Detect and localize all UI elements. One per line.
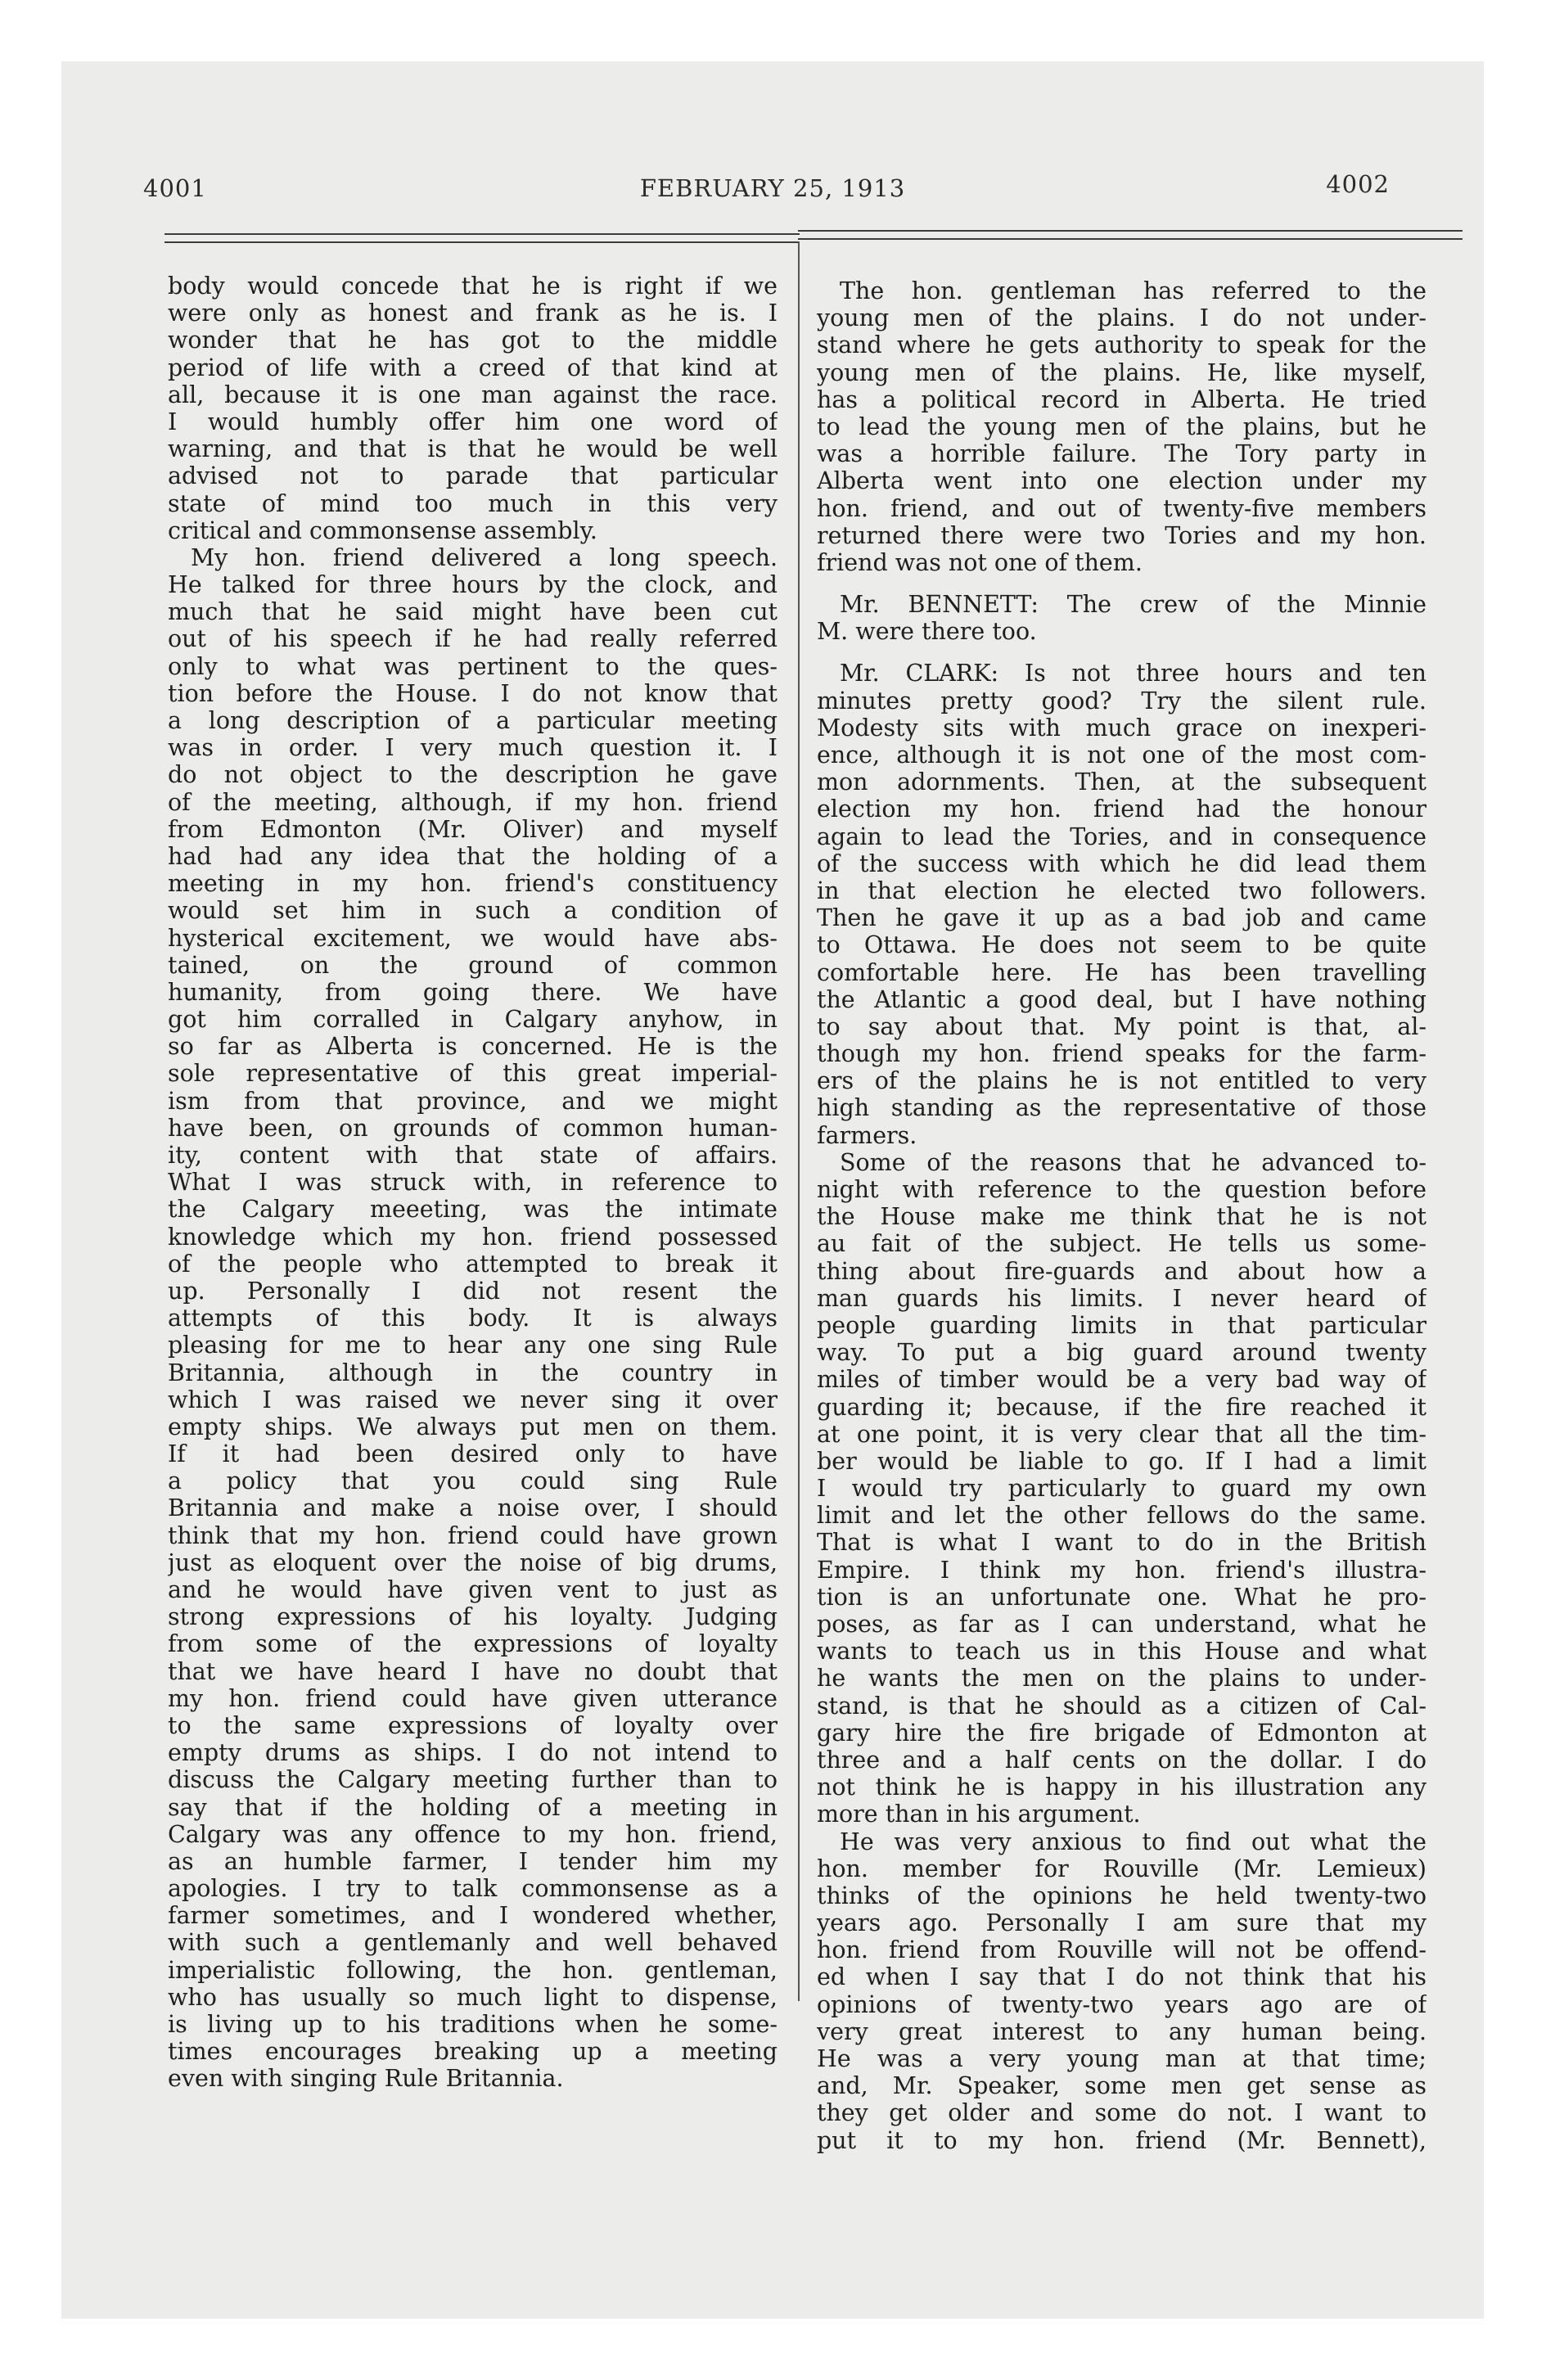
text-line: have been, on grounds of common human- xyxy=(168,1114,778,1142)
text-line: meeting in my hon. friend's constituency xyxy=(168,870,778,898)
text-line: though my hon. friend speaks for the farm- xyxy=(817,1040,1427,1068)
text-line: way. To put a big guard around twenty xyxy=(817,1339,1427,1367)
text-line: is living up to his traditions when he some- xyxy=(168,2011,778,2038)
text-line: thinks of the opinions he held twenty-two xyxy=(817,1882,1427,1909)
text-line: just as eloquent over the noise of big drums, xyxy=(168,1548,778,1576)
text-line: knowledge which my hon. friend possessed xyxy=(168,1223,778,1251)
text-line: high standing as the representative of those xyxy=(817,1094,1427,1122)
text-line: up. Personally I did not resent the xyxy=(168,1277,778,1305)
text-line: do not object to the description he gave xyxy=(168,761,778,789)
text-line: Mr. CLARK: Is not three hours and ten xyxy=(840,660,1427,687)
text-line: election my hon. friend had the honour xyxy=(817,796,1427,823)
text-line: If it had been desired only to have xyxy=(168,1440,778,1468)
paragraph-gap xyxy=(817,645,1427,660)
text-line: from Edmonton (Mr. Oliver) and myself xyxy=(168,815,778,843)
text-line: state of mind too much in this very xyxy=(168,489,778,517)
text-line: friend was not one of them. xyxy=(817,548,1143,576)
text-line: put it to my hon. friend (Mr. Bennett), xyxy=(817,2126,1427,2154)
text-line: He was very anxious to find out what the xyxy=(840,1828,1427,1855)
text-line: M. were there too. xyxy=(817,618,1037,646)
text-line: ed when I say that I do not think that his xyxy=(817,1963,1427,1991)
text-line: they get older and some do not. I want to xyxy=(817,2099,1427,2127)
text-line: with such a gentlemanly and well behaved xyxy=(168,1929,778,1957)
text-line: au fait of the subject. He tells us some- xyxy=(817,1230,1427,1258)
header-rule-top-left xyxy=(165,233,800,235)
text-line: hon. friend, and out of twenty-five members xyxy=(817,494,1427,522)
text-line: Britannia and make a noise over, I should xyxy=(168,1494,778,1522)
text-line: ence, although it is not one of the most com- xyxy=(817,741,1427,769)
text-line: comfortable here. He has been travelling xyxy=(817,958,1427,986)
text-line: which I was raised we never sing it over xyxy=(168,1386,778,1413)
text-line: Britannia, although in the country in xyxy=(168,1359,778,1386)
text-line: man guards his limits. I never heard of xyxy=(817,1284,1427,1312)
text-line: in that election he elected two followers. xyxy=(817,877,1427,904)
text-line: stand, is that he should as a citizen of Cal- xyxy=(817,1692,1427,1720)
text-line: ity, content with that state of affairs. xyxy=(168,1142,778,1169)
text-line: limit and let the other fellows do the same. xyxy=(817,1502,1427,1530)
text-line: tained, on the ground of common xyxy=(168,951,778,979)
text-line: times encourages breaking up a meeting xyxy=(168,2038,778,2066)
text-line: to Ottawa. He does not seem to be quite xyxy=(817,931,1427,959)
text-line: tion is an unfortunate one. What he pro- xyxy=(817,1583,1427,1611)
text-line: empty ships. We always put men on them. xyxy=(168,1413,778,1440)
text-line: Empire. I think my hon. friend's illustra- xyxy=(817,1556,1427,1584)
text-line: thing about fire-guards and about how a xyxy=(817,1257,1427,1285)
text-line: and, Mr. Speaker, some men get sense as xyxy=(817,2072,1427,2100)
text-line: young men of the plains. He, like myself, xyxy=(817,358,1427,386)
text-line: were only as honest and frank as he is. I xyxy=(168,300,778,327)
text-line: again to lead the Tories, and in consequence xyxy=(817,823,1427,850)
text-line: my hon. friend could have given utterance xyxy=(168,1684,778,1712)
text-line: ber would be liable to go. If I had a limit xyxy=(817,1447,1427,1475)
text-line: He talked for three hours by the clock, and xyxy=(168,571,778,599)
text-line: three and a half cents on the dollar. I do xyxy=(817,1746,1427,1774)
text-line: The hon. gentleman has referred to the xyxy=(840,277,1427,304)
page-date: FEBRUARY 25, 1913 xyxy=(639,174,906,202)
text-line: gary hire the fire brigade of Edmonton at xyxy=(817,1719,1427,1747)
text-line: the Calgary meeeting, was the intimate xyxy=(168,1196,778,1224)
text-line: humanity, from going there. We have xyxy=(168,978,778,1006)
text-line: much that he said might have been cut xyxy=(168,598,778,626)
header-rule-bottom-left xyxy=(165,241,800,243)
text-line: warning, and that is that he would be well xyxy=(168,435,778,463)
text-line: strong expressions of his loyalty. Judging xyxy=(168,1603,778,1631)
text-line: think that my hon. friend could have grown xyxy=(168,1521,778,1549)
text-line: was in order. I very much question it. I xyxy=(168,734,778,762)
text-line: ers of the plains he is not entitled to very xyxy=(817,1067,1427,1095)
text-line: farmer sometimes, and I wondered whether, xyxy=(168,1902,778,1930)
text-line: young men of the plains. I do not under- xyxy=(817,304,1427,332)
text-line: more than in his argument. xyxy=(817,1801,1141,1828)
text-line: the Atlantic a good deal, but I have nothing xyxy=(817,985,1427,1013)
text-line: of the success with which he did lead them xyxy=(817,850,1427,877)
text-line: as an humble farmer, I tender him my xyxy=(168,1847,778,1875)
text-line: to the same expressions of loyalty over xyxy=(168,1711,778,1739)
text-line: poses, as far as I can understand, what he xyxy=(817,1611,1427,1638)
right-column xyxy=(817,277,1427,2154)
page-number-left: 4001 xyxy=(143,174,207,202)
text-line: discuss the Calgary meeting further than to xyxy=(168,1766,778,1794)
text-line: to lead the young men of the plains, but he xyxy=(817,412,1427,440)
text-line: night with reference to the question before xyxy=(817,1176,1427,1203)
text-line: only to what was pertinent to the ques- xyxy=(168,652,778,680)
text-line: Modesty sits with much grace on inexperi- xyxy=(817,714,1427,741)
text-line: pleasing for me to hear any one sing Rule xyxy=(168,1332,778,1359)
text-line: of the people who attempted to break it xyxy=(168,1250,778,1278)
text-line: critical and commonsense assembly. xyxy=(168,516,597,544)
text-line: has a political record in Alberta. He tried xyxy=(817,385,1427,413)
page-number-right: 4002 xyxy=(1326,170,1390,198)
header-rule-top-right xyxy=(798,230,1463,232)
left-column xyxy=(168,273,778,2093)
text-line: Then he gave it up as a bad job and came xyxy=(817,904,1427,932)
text-line: Calgary was any offence to my hon. friend, xyxy=(168,1820,778,1848)
text-line: Mr. BENNETT: The crew of the Minnie xyxy=(840,591,1427,619)
text-line: opinions of twenty-two years ago are of xyxy=(817,1990,1427,2018)
text-line: a long description of a particular meeting xyxy=(168,707,778,734)
text-line: would set him in such a condition of xyxy=(168,897,778,925)
text-line: he wants the men on the plains to under- xyxy=(817,1665,1427,1693)
text-line: out of his speech if he had really referred xyxy=(168,625,778,653)
text-line: to say about that. My point is that, al- xyxy=(817,1012,1427,1040)
text-line: That is what I want to do in the British xyxy=(817,1529,1427,1557)
text-line: stand where he gets authority to speak for the xyxy=(817,331,1427,359)
text-line: guarding it; because, if the fire reached it xyxy=(817,1393,1427,1421)
text-line: farmers. xyxy=(817,1121,917,1149)
text-line: people guarding limits in that particular xyxy=(817,1311,1427,1339)
text-line: and he would have given vent to just as xyxy=(168,1576,778,1603)
text-line: at one point, it is very clear that all the tim- xyxy=(817,1420,1427,1448)
header-rule-bottom-right xyxy=(798,238,1463,240)
text-line: so far as Alberta is concerned. He is the xyxy=(168,1033,778,1061)
text-line: tion before the House. I do not know that xyxy=(168,679,778,707)
text-line: empty drums as ships. I do not intend to xyxy=(168,1739,778,1767)
text-line: that we have heard I have no doubt that xyxy=(168,1657,778,1685)
text-line: sole representative of this great imperial- xyxy=(168,1060,778,1088)
text-line: even with singing Rule Britannia. xyxy=(168,2065,564,2093)
text-line: He was a very young man at that time; xyxy=(817,2045,1427,2072)
text-line: wants to teach us in this House and what xyxy=(817,1638,1427,1666)
text-line: Alberta went into one election under my xyxy=(817,467,1427,495)
text-line: wonder that he has got to the middle xyxy=(168,327,778,354)
text-line: period of life with a creed of that kind at xyxy=(168,354,778,381)
text-line: attempts of this body. It is always xyxy=(168,1305,778,1332)
text-line: the House make me think that he is not xyxy=(817,1203,1427,1231)
text-line: ism from that province, and we might xyxy=(168,1087,778,1115)
text-line: very great interest to any human being. xyxy=(817,2017,1427,2045)
text-line: hon. friend from Rouville will not be offend- xyxy=(817,1936,1427,1964)
text-line: not think he is happy in his illustration any xyxy=(817,1774,1427,1801)
text-line: hon. member for Rouville (Mr. Lemieux) xyxy=(817,1855,1427,1882)
text-line: hysterical excitement, we would have abs- xyxy=(168,924,778,952)
text-line: say that if the holding of a meeting in xyxy=(168,1793,778,1821)
column-divider xyxy=(798,241,800,2001)
text-line: body would concede that he is right if we xyxy=(168,273,778,300)
text-line: minutes pretty good? Try the silent rule. xyxy=(817,687,1427,714)
text-line: I would humbly offer him one word of xyxy=(168,408,778,435)
text-line: a policy that you could sing Rule xyxy=(168,1467,778,1495)
text-line: advised not to parade that particular xyxy=(168,462,778,490)
text-line: from some of the expressions of loyalty xyxy=(168,1630,778,1658)
paragraph-gap xyxy=(817,576,1427,591)
text-line: miles of timber would be a very bad way of xyxy=(817,1366,1427,1394)
text-line: I would try particularly to guard my own xyxy=(817,1475,1427,1503)
text-line: years ago. Personally I am sure that my xyxy=(817,1909,1427,1937)
text-line: apologies. I try to talk commonsense as a xyxy=(168,1875,778,1903)
text-line: returned there were two Tories and my hon. xyxy=(817,521,1427,549)
text-line: What I was struck with, in reference to xyxy=(168,1169,778,1197)
text-line: mon adornments. Then, at the subsequent xyxy=(817,769,1427,796)
text-line: who has usually so much light to dispense, xyxy=(168,1983,778,2011)
text-line: all, because it is one man against the race. xyxy=(168,381,778,408)
text-line: Some of the reasons that he advanced to- xyxy=(840,1148,1427,1176)
text-line: got him corralled in Calgary anyhow, in xyxy=(168,1006,778,1034)
text-line: had had any idea that the holding of a xyxy=(168,842,778,870)
page-sheet xyxy=(61,61,1484,2319)
text-line: was a horrible failure. The Tory party in xyxy=(817,440,1427,468)
text-line: imperialistic following, the hon. gentleman, xyxy=(168,1956,778,1984)
text-line: My hon. friend delivered a long speech. xyxy=(191,543,778,571)
text-line: of the meeting, although, if my hon. friend xyxy=(168,788,778,816)
